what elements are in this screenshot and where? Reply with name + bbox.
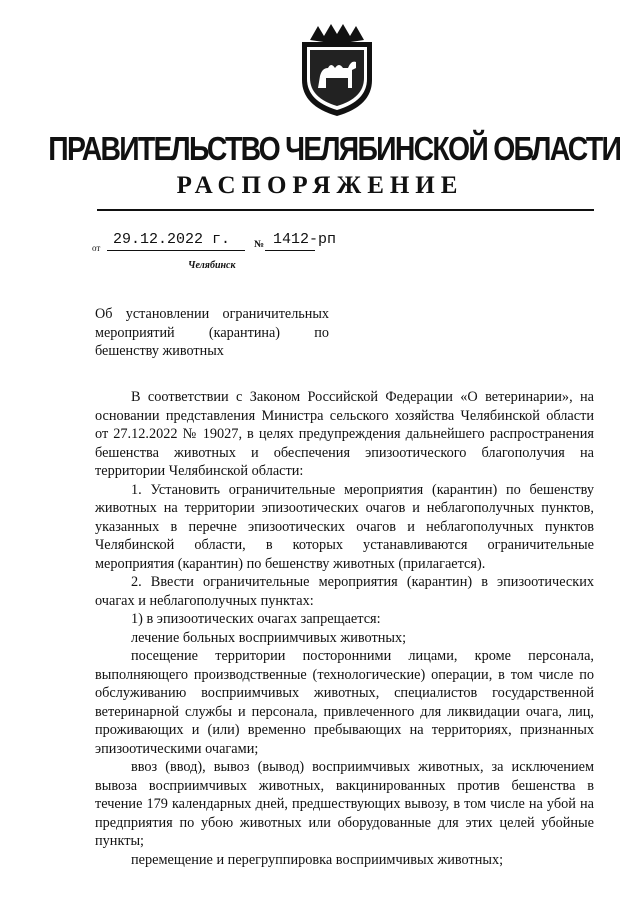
city-label: Челябинск [188,260,236,271]
government-title: ПРАВИТЕЛЬСТВО ЧЕЛЯБИНСКОЙ ОБЛАСТИ [48,130,621,167]
number-sign-label: № [254,239,265,250]
body-paragraph: 1. Установить ограничительные мероприятия (карантин) по бешенству животных на территории эпизоотических очагов и неблагополучных пунктов, указанных в перечне эпизоотических очагов и неблагополучных пунктов Челябинской области, в которых устанавливаются ограничительные мероприятия (карантин) по бешенству животных (прилагается). [95,481,594,572]
coat-of-arms-emblem [296,22,378,118]
body-paragraph: 1) в эпизоотических очагах запрещается: [131,611,381,627]
header-divider [97,209,594,211]
date-prefix-label: от [92,243,101,253]
body-paragraph: В соответствии с Законом Российской Федерации «О ветеринарии», на основании представления Министра сельского хозяйства Челябинской области от 27.12.2022 № 19027, в целях предупреждения дальнейшего распространения бешенства животных и обеспечения эпизоотического благополучия на территории Челябинской области: [95,389,594,479]
date-underline [107,250,245,251]
number-underline [265,250,315,251]
document-body [95,388,594,869]
body-paragraph: 2. Ввести ограничительные мероприятия (карантин) в эпизоотических очагах и неблагополучных пунктах: [95,574,594,609]
document-number: 1412-рп [273,231,337,248]
body-paragraph: лечение больных восприимчивых животных; [131,629,407,646]
document-subject: Об установлении ограничительных мероприятий (карантина) по бешенству животных [95,306,329,359]
document-type-heading: РАСПОРЯЖЕНИЕ [176,172,464,199]
document-date: 29.12.2022 г. [113,231,231,248]
body-paragraph: перемещение и перегруппировка восприимчивых животных; [131,851,504,868]
body-paragraph: посещение территории посторонними лицами, кроме персонала, выполняющего производственные (технологические) операции, в том числе по обслуживанию восприимчивых животных, специалистов государственной ветеринарной службы и персонала, привлеченного для ликвидации очага, лиц, проживающих и (или) временно пребывающих на территориях, признанных эпизоотическими очагами; [95,648,594,757]
body-paragraph: ввоз (ввод), вывоз (вывод) восприимчивых животных, за исключением вывоза восприимчивых животных, вакцинированных против бешенства в течение 179 календарных дней, предшествующих вывозу, в том числе на убой на предприятия по убою животных или оборудованные для этих целей убойные пункты; [95,759,594,849]
